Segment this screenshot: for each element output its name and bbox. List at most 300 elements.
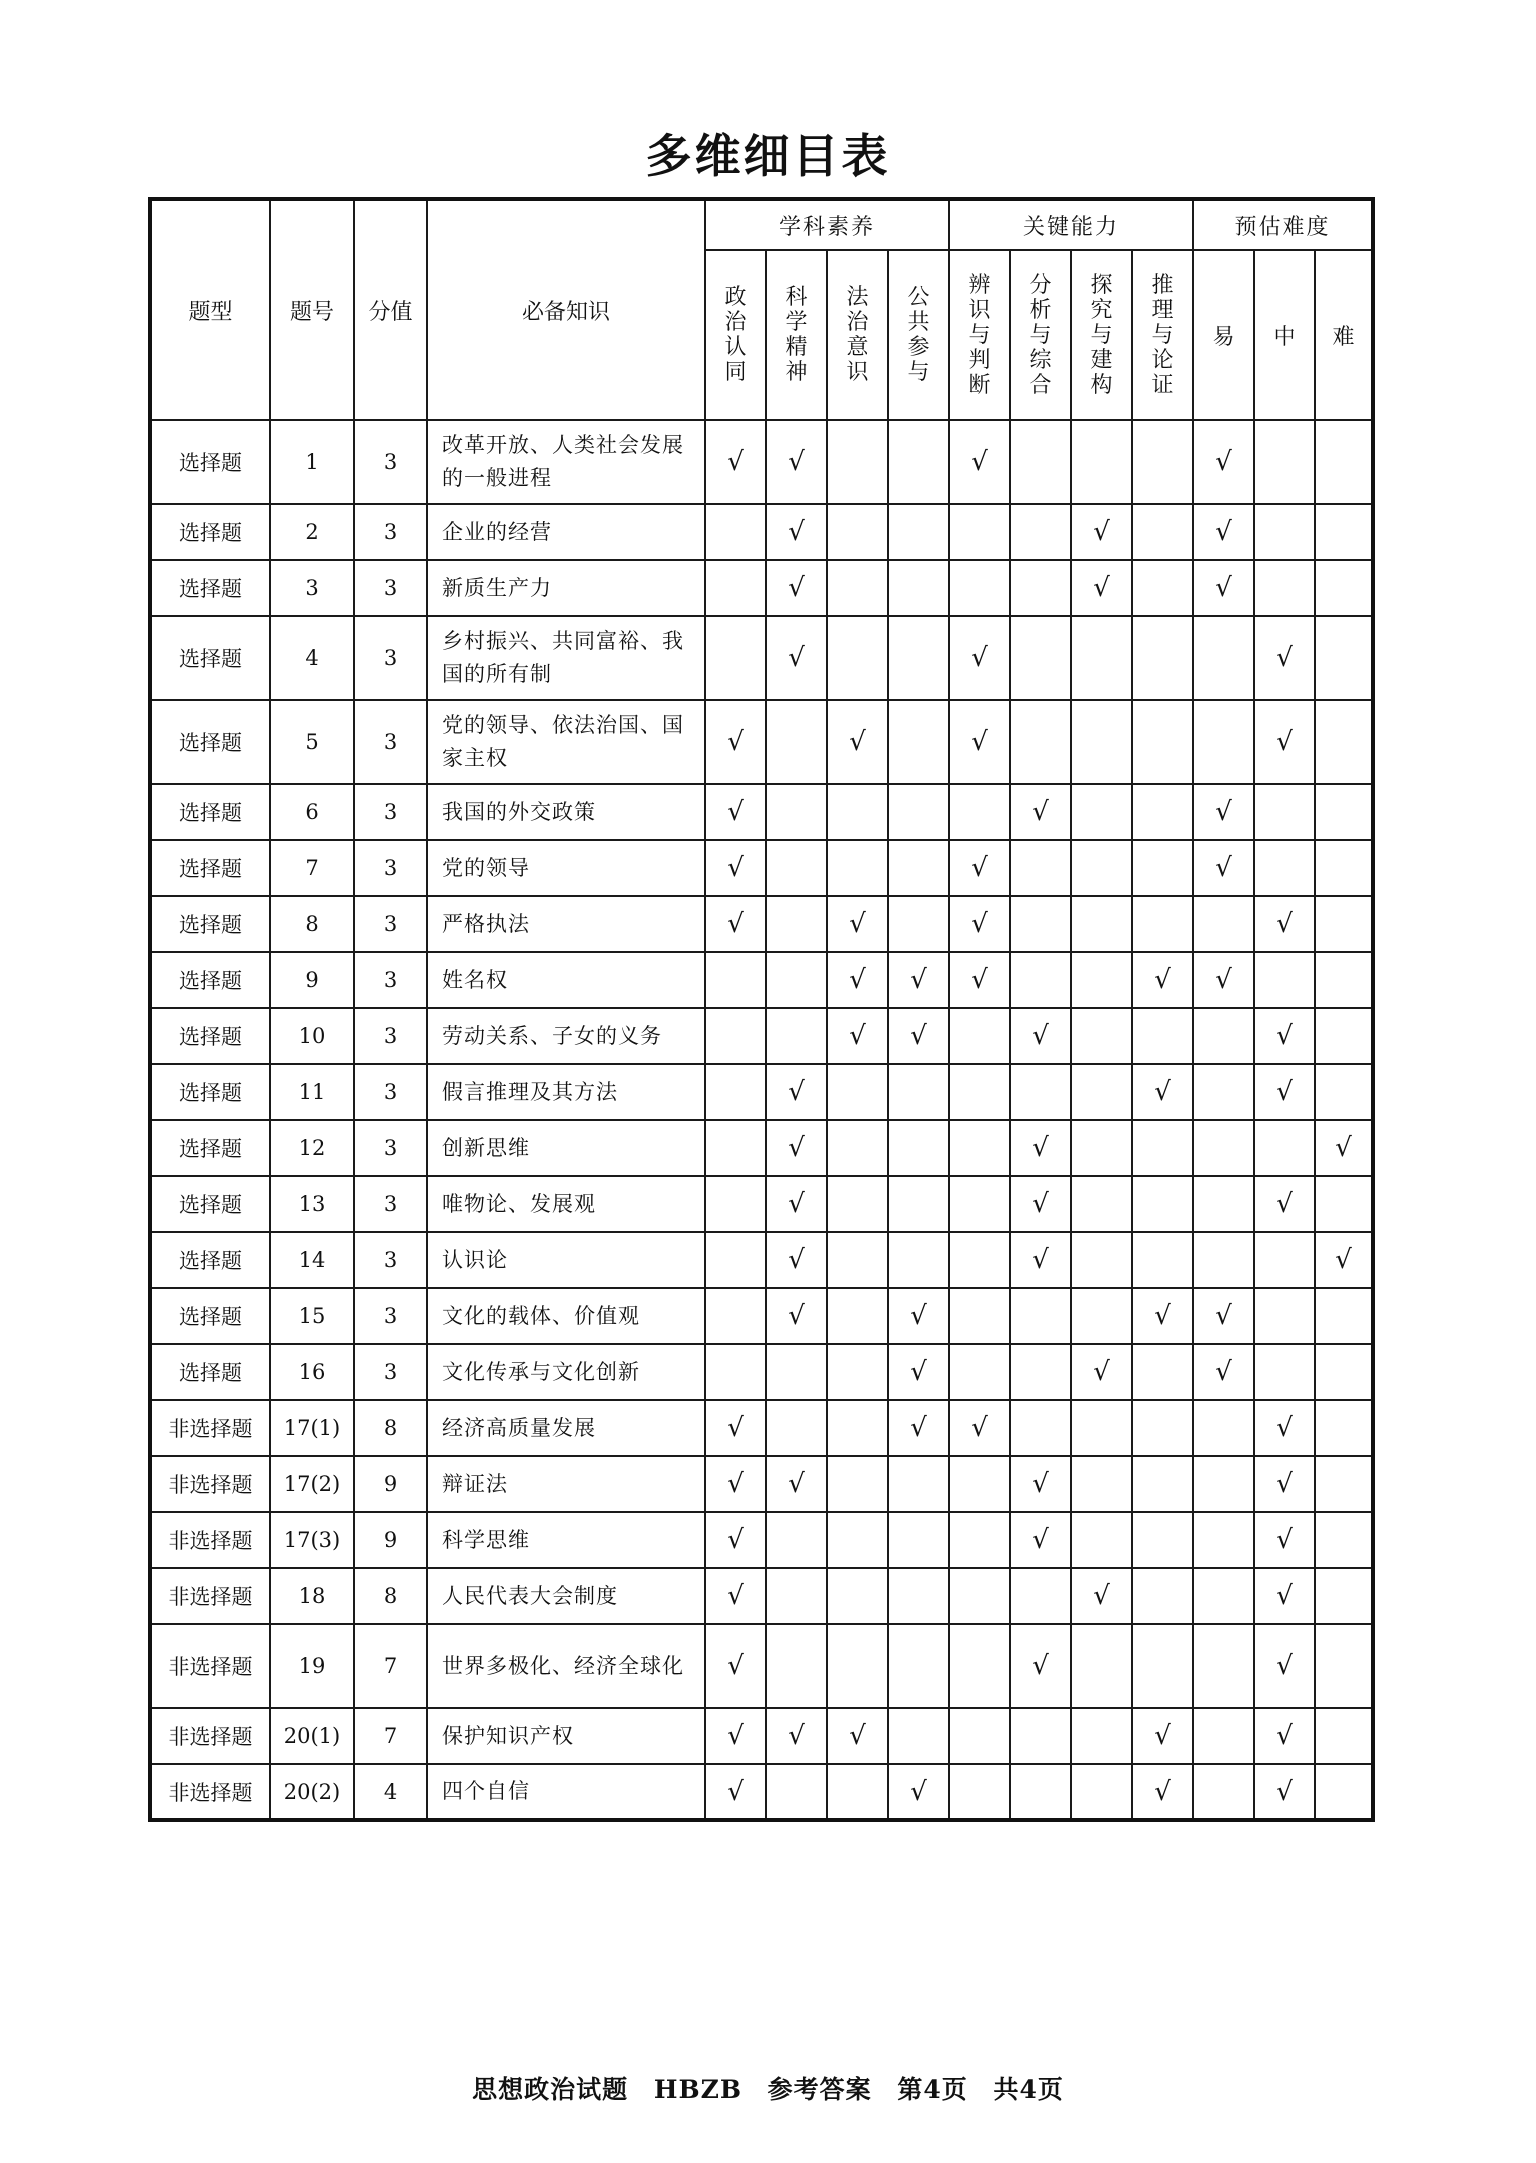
mark-cell-identify: [949, 1008, 1010, 1064]
row-score-cell: 9: [354, 1512, 427, 1568]
mark-cell-reason: [1132, 1344, 1193, 1400]
row-type-cell: 非选择题: [150, 1400, 270, 1456]
row-knowledge-cell: 企业的经营: [427, 504, 705, 560]
row-number-cell: 16: [270, 1344, 354, 1400]
mark-cell-reason: [1132, 1512, 1193, 1568]
row-knowledge-cell: 乡村振兴、共同富裕、我国的所有制: [427, 616, 705, 700]
mark-cell-reason: [1132, 784, 1193, 840]
header-number: 题号: [270, 199, 354, 420]
mark-cell-hard: [1315, 1764, 1373, 1820]
mark-cell-explore: [1071, 896, 1132, 952]
mark-cell-law: [827, 1176, 888, 1232]
mark-cell-political: [705, 1008, 766, 1064]
header-literacy-public: 公共参与: [888, 250, 949, 420]
mark-cell-easy: [1193, 420, 1254, 504]
mark-cell-political: [705, 896, 766, 952]
table-row: [150, 952, 1373, 1008]
mark-cell-identify: [949, 1064, 1010, 1120]
mark-cell-public: [888, 896, 949, 952]
row-knowledge-cell: 世界多极化、经济全球化: [427, 1624, 705, 1708]
mark-cell-political: [705, 1456, 766, 1512]
table-row: [150, 1764, 1373, 1820]
table-row: [150, 784, 1373, 840]
mark-cell-science: [766, 700, 827, 784]
mark-cell-reason: [1132, 560, 1193, 616]
mark-cell-law: [827, 1232, 888, 1288]
mark-cell-medium: [1254, 1288, 1315, 1344]
mark-cell-hard: [1315, 1176, 1373, 1232]
row-score-cell: 3: [354, 1064, 427, 1120]
row-number-cell: 1: [270, 420, 354, 504]
check-mark: √: [910, 1413, 927, 1443]
check-mark: √: [910, 965, 927, 995]
row-score-cell: 3: [354, 1008, 427, 1064]
check-mark: √: [910, 1357, 927, 1387]
mark-cell-political: [705, 700, 766, 784]
mark-cell-hard: [1315, 1120, 1373, 1176]
row-number-cell: 18: [270, 1568, 354, 1624]
check-mark: √: [849, 1721, 866, 1751]
mark-cell-identify: [949, 1568, 1010, 1624]
mark-cell-identify: [949, 840, 1010, 896]
mark-cell-hard: [1315, 1708, 1373, 1764]
table-body: [150, 420, 1373, 1820]
mark-cell-medium: [1254, 1400, 1315, 1456]
row-number-cell: 12: [270, 1120, 354, 1176]
mark-cell-science: [766, 420, 827, 504]
mark-cell-medium: [1254, 1764, 1315, 1820]
mark-cell-identify: [949, 896, 1010, 952]
row-number-cell: 3: [270, 560, 354, 616]
row-type-cell: 非选择题: [150, 1568, 270, 1624]
mark-cell-easy: [1193, 840, 1254, 896]
page-title: 多维细目表: [645, 129, 891, 183]
mark-cell-identify: [949, 1708, 1010, 1764]
mark-cell-law: [827, 1568, 888, 1624]
check-mark: √: [1215, 517, 1232, 547]
check-mark: √: [849, 1021, 866, 1051]
mark-cell-political: [705, 1232, 766, 1288]
check-mark: √: [971, 1413, 988, 1443]
mark-cell-hard: [1315, 1064, 1373, 1120]
check-mark: √: [971, 965, 988, 995]
mark-cell-analyze: [1010, 700, 1071, 784]
check-mark: √: [910, 1776, 927, 1807]
mark-cell-explore: [1071, 504, 1132, 560]
mark-cell-political: [705, 1120, 766, 1176]
row-knowledge-cell: 改革开放、人类社会发展的一般进程: [427, 420, 705, 504]
row-score-cell: 3: [354, 784, 427, 840]
mark-cell-easy: [1193, 1400, 1254, 1456]
mark-cell-hard: [1315, 952, 1373, 1008]
mark-cell-science: [766, 1344, 827, 1400]
mark-cell-identify: [949, 560, 1010, 616]
check-mark: √: [788, 1245, 805, 1275]
row-score-cell: 8: [354, 1568, 427, 1624]
mark-cell-science: [766, 1120, 827, 1176]
row-knowledge-cell: 保护知识产权: [427, 1708, 705, 1764]
check-mark: √: [1276, 1077, 1293, 1107]
mark-cell-identify: [949, 952, 1010, 1008]
mark-cell-political: [705, 1764, 766, 1820]
mark-cell-reason: [1132, 420, 1193, 504]
row-number-cell: 8: [270, 896, 354, 952]
mark-cell-explore: [1071, 1764, 1132, 1820]
check-mark: √: [1276, 1469, 1293, 1499]
mark-cell-easy: [1193, 1512, 1254, 1568]
check-mark: √: [727, 1721, 744, 1751]
mark-cell-law: [827, 420, 888, 504]
mark-cell-explore: [1071, 1568, 1132, 1624]
row-knowledge-cell: 创新思维: [427, 1120, 705, 1176]
table-row: [150, 560, 1373, 616]
check-mark: √: [1335, 1245, 1352, 1275]
mark-cell-political: [705, 1400, 766, 1456]
row-score-cell: 3: [354, 952, 427, 1008]
mark-cell-easy: [1193, 1288, 1254, 1344]
mark-cell-reason: [1132, 840, 1193, 896]
check-mark: √: [1276, 727, 1293, 757]
mark-cell-science: [766, 1232, 827, 1288]
mark-cell-easy: [1193, 1008, 1254, 1064]
header-ability-analyze: 分析与综合: [1010, 250, 1071, 420]
mark-cell-easy: [1193, 616, 1254, 700]
mark-cell-medium: [1254, 420, 1315, 504]
mark-cell-public: [888, 784, 949, 840]
row-type-cell: 选择题: [150, 1064, 270, 1120]
mark-cell-law: [827, 1008, 888, 1064]
mark-cell-law: [827, 1344, 888, 1400]
mark-cell-medium: [1254, 1176, 1315, 1232]
mark-cell-hard: [1315, 1232, 1373, 1288]
header-score: 分值: [354, 199, 427, 420]
header-knowledge: 必备知识: [427, 199, 705, 420]
mark-cell-law: [827, 1120, 888, 1176]
mark-cell-easy: [1193, 1176, 1254, 1232]
mark-cell-reason: [1132, 1568, 1193, 1624]
mark-cell-hard: [1315, 840, 1373, 896]
check-mark: √: [1032, 1245, 1049, 1275]
row-type-cell: 选择题: [150, 1120, 270, 1176]
check-mark: √: [727, 853, 744, 883]
mark-cell-law: [827, 896, 888, 952]
row-number-cell: 15: [270, 1288, 354, 1344]
row-knowledge-cell: 党的领导、依法治国、国家主权: [427, 700, 705, 784]
mark-cell-reason: [1132, 1288, 1193, 1344]
mark-cell-law: [827, 1708, 888, 1764]
mark-cell-hard: [1315, 504, 1373, 560]
mark-cell-easy: [1193, 1708, 1254, 1764]
table-row: [150, 1344, 1373, 1400]
mark-cell-medium: [1254, 896, 1315, 952]
mark-cell-public: [888, 616, 949, 700]
mark-cell-easy: [1193, 784, 1254, 840]
mark-cell-reason: [1132, 1120, 1193, 1176]
check-mark: √: [1093, 573, 1110, 603]
mark-cell-hard: [1315, 1568, 1373, 1624]
mark-cell-political: [705, 1708, 766, 1764]
mark-cell-science: [766, 840, 827, 896]
page-footer: 思想政治试题 HBZB 参考答案 第4页 共4页: [472, 2075, 1064, 2104]
header-group-difficulty: 预估难度: [1193, 199, 1373, 250]
mark-cell-public: [888, 1232, 949, 1288]
mark-cell-explore: [1071, 1624, 1132, 1708]
mark-cell-hard: [1315, 1008, 1373, 1064]
check-mark: √: [1032, 1651, 1049, 1681]
mark-cell-science: [766, 952, 827, 1008]
mark-cell-medium: [1254, 1624, 1315, 1708]
row-type-cell: 非选择题: [150, 1708, 270, 1764]
mark-cell-political: [705, 560, 766, 616]
mark-cell-public: [888, 840, 949, 896]
check-mark: √: [1032, 1133, 1049, 1163]
mark-cell-analyze: [1010, 1064, 1071, 1120]
mark-cell-political: [705, 784, 766, 840]
table-row: [150, 1176, 1373, 1232]
mark-cell-reason: [1132, 1624, 1193, 1708]
check-mark: √: [1032, 1189, 1049, 1219]
table-row: [150, 420, 1373, 504]
check-mark: √: [727, 797, 744, 827]
header-ability-identify: 辨识与判断: [949, 250, 1010, 420]
mark-cell-science: [766, 616, 827, 700]
check-mark: √: [788, 1077, 805, 1107]
check-mark: √: [1215, 853, 1232, 883]
mark-cell-easy: [1193, 504, 1254, 560]
mark-cell-analyze: [1010, 1708, 1071, 1764]
check-mark: √: [849, 909, 866, 939]
mark-cell-law: [827, 952, 888, 1008]
check-mark: √: [1276, 909, 1293, 939]
row-number-cell: 14: [270, 1232, 354, 1288]
mark-cell-identify: [949, 700, 1010, 784]
row-knowledge-cell: 辩证法: [427, 1456, 705, 1512]
row-type-cell: 选择题: [150, 420, 270, 504]
check-mark: √: [971, 727, 988, 757]
check-mark: √: [727, 1525, 744, 1555]
mark-cell-science: [766, 1064, 827, 1120]
row-score-cell: 3: [354, 420, 427, 504]
mark-cell-explore: [1071, 1008, 1132, 1064]
row-knowledge-cell: 假言推理及其方法: [427, 1064, 705, 1120]
row-knowledge-cell: 新质生产力: [427, 560, 705, 616]
row-type-cell: 非选择题: [150, 1512, 270, 1568]
row-number-cell: 9: [270, 952, 354, 1008]
header-literacy-law: 法治意识: [827, 250, 888, 420]
row-knowledge-cell: 唯物论、发展观: [427, 1176, 705, 1232]
mark-cell-public: [888, 1764, 949, 1820]
mark-cell-identify: [949, 1764, 1010, 1820]
mark-cell-reason: [1132, 1232, 1193, 1288]
row-type-cell: 非选择题: [150, 1456, 270, 1512]
check-mark: √: [971, 853, 988, 883]
mark-cell-medium: [1254, 560, 1315, 616]
mark-cell-hard: [1315, 1456, 1373, 1512]
header-literacy-science: 科学精神: [766, 250, 827, 420]
mark-cell-reason: [1132, 1008, 1193, 1064]
check-mark: √: [727, 1469, 744, 1499]
check-mark: √: [1215, 447, 1232, 477]
check-mark: √: [788, 1721, 805, 1751]
row-knowledge-cell: 文化传承与文化创新: [427, 1344, 705, 1400]
row-score-cell: 3: [354, 616, 427, 700]
mark-cell-explore: [1071, 784, 1132, 840]
mark-cell-hard: [1315, 616, 1373, 700]
row-number-cell: 5: [270, 700, 354, 784]
table-row: [150, 1288, 1373, 1344]
row-knowledge-cell: 姓名权: [427, 952, 705, 1008]
mark-cell-medium: [1254, 1344, 1315, 1400]
mark-cell-reason: [1132, 616, 1193, 700]
row-score-cell: 3: [354, 504, 427, 560]
mark-cell-easy: [1193, 560, 1254, 616]
row-score-cell: 3: [354, 1232, 427, 1288]
header-difficulty-medium: 中: [1254, 250, 1315, 420]
check-mark: √: [971, 909, 988, 939]
row-type-cell: 选择题: [150, 616, 270, 700]
row-knowledge-cell: 党的领导: [427, 840, 705, 896]
mark-cell-reason: [1132, 1176, 1193, 1232]
header-difficulty-easy: 易: [1193, 250, 1254, 420]
mark-cell-science: [766, 504, 827, 560]
mark-cell-science: [766, 1708, 827, 1764]
mark-cell-explore: [1071, 952, 1132, 1008]
check-mark: √: [1154, 1301, 1171, 1331]
mark-cell-political: [705, 1512, 766, 1568]
row-knowledge-cell: 文化的载体、价值观: [427, 1288, 705, 1344]
mark-cell-science: [766, 1568, 827, 1624]
table-row: [150, 1232, 1373, 1288]
mark-cell-medium: [1254, 616, 1315, 700]
row-score-cell: 3: [354, 840, 427, 896]
mark-cell-easy: [1193, 700, 1254, 784]
mark-cell-political: [705, 504, 766, 560]
row-knowledge-cell: 我国的外交政策: [427, 784, 705, 840]
check-mark: √: [849, 965, 866, 995]
row-score-cell: 3: [354, 1120, 427, 1176]
mark-cell-public: [888, 1064, 949, 1120]
table-row: [150, 1568, 1373, 1624]
mark-cell-political: [705, 420, 766, 504]
mark-cell-law: [827, 1064, 888, 1120]
mark-cell-easy: [1193, 896, 1254, 952]
mark-cell-political: [705, 1288, 766, 1344]
mark-cell-science: [766, 560, 827, 616]
row-score-cell: 3: [354, 1344, 427, 1400]
mark-cell-analyze: [1010, 1008, 1071, 1064]
check-mark: √: [727, 1651, 744, 1681]
mark-cell-science: [766, 1176, 827, 1232]
check-mark: √: [1276, 1525, 1293, 1555]
mark-cell-medium: [1254, 504, 1315, 560]
check-mark: √: [727, 1413, 744, 1443]
mark-cell-hard: [1315, 896, 1373, 952]
row-number-cell: 4: [270, 616, 354, 700]
table-row: [150, 1120, 1373, 1176]
row-knowledge-cell: 经济高质量发展: [427, 1400, 705, 1456]
check-mark: √: [788, 1133, 805, 1163]
mark-cell-medium: [1254, 1008, 1315, 1064]
mark-cell-law: [827, 1400, 888, 1456]
mark-cell-analyze: [1010, 1232, 1071, 1288]
row-number-cell: 11: [270, 1064, 354, 1120]
row-knowledge-cell: 四个自信: [427, 1764, 705, 1820]
mark-cell-medium: [1254, 1232, 1315, 1288]
mark-cell-easy: [1193, 1120, 1254, 1176]
mark-cell-science: [766, 784, 827, 840]
mark-cell-identify: [949, 1400, 1010, 1456]
row-score-cell: 4: [354, 1764, 427, 1820]
mark-cell-explore: [1071, 1400, 1132, 1456]
mark-cell-explore: [1071, 1512, 1132, 1568]
mark-cell-hard: [1315, 1400, 1373, 1456]
check-mark: √: [727, 909, 744, 939]
mark-cell-identify: [949, 1232, 1010, 1288]
mark-cell-public: [888, 1708, 949, 1764]
mark-cell-easy: [1193, 1064, 1254, 1120]
row-number-cell: 19: [270, 1624, 354, 1708]
row-type-cell: 非选择题: [150, 1764, 270, 1820]
mark-cell-law: [827, 560, 888, 616]
row-type-cell: 选择题: [150, 896, 270, 952]
check-mark: √: [1276, 1721, 1293, 1751]
row-number-cell: 7: [270, 840, 354, 896]
mark-cell-hard: [1315, 1624, 1373, 1708]
table-row: [150, 1400, 1373, 1456]
mark-cell-analyze: [1010, 1764, 1071, 1820]
mark-cell-easy: [1193, 1624, 1254, 1708]
mark-cell-reason: [1132, 1708, 1193, 1764]
check-mark: √: [788, 447, 805, 477]
mark-cell-public: [888, 1008, 949, 1064]
mark-cell-medium: [1254, 952, 1315, 1008]
table-row: [150, 896, 1373, 952]
check-mark: √: [1215, 965, 1232, 995]
mark-cell-analyze: [1010, 1176, 1071, 1232]
mark-cell-analyze: [1010, 420, 1071, 504]
table-row: [150, 700, 1373, 784]
check-mark: √: [727, 447, 744, 477]
row-number-cell: 2: [270, 504, 354, 560]
mark-cell-political: [705, 1624, 766, 1708]
row-number-cell: 13: [270, 1176, 354, 1232]
row-knowledge-cell: 严格执法: [427, 896, 705, 952]
mark-cell-analyze: [1010, 952, 1071, 1008]
mark-cell-medium: [1254, 1708, 1315, 1764]
mark-cell-medium: [1254, 1568, 1315, 1624]
check-mark: √: [727, 1776, 744, 1807]
row-score-cell: 3: [354, 1288, 427, 1344]
mark-cell-reason: [1132, 1764, 1193, 1820]
mark-cell-analyze: [1010, 1512, 1071, 1568]
check-mark: √: [788, 1301, 805, 1331]
specification-table: [148, 197, 1375, 1822]
mark-cell-analyze: [1010, 1288, 1071, 1344]
mark-cell-public: [888, 1176, 949, 1232]
mark-cell-easy: [1193, 1232, 1254, 1288]
table-row: [150, 1624, 1373, 1708]
mark-cell-medium: [1254, 700, 1315, 784]
check-mark: √: [1032, 1469, 1049, 1499]
header-type: 题型: [150, 199, 270, 420]
mark-cell-analyze: [1010, 1120, 1071, 1176]
row-number-cell: 17(1): [270, 1400, 354, 1456]
mark-cell-explore: [1071, 616, 1132, 700]
row-type-cell: 选择题: [150, 1008, 270, 1064]
mark-cell-hard: [1315, 1512, 1373, 1568]
mark-cell-identify: [949, 1512, 1010, 1568]
mark-cell-easy: [1193, 1456, 1254, 1512]
